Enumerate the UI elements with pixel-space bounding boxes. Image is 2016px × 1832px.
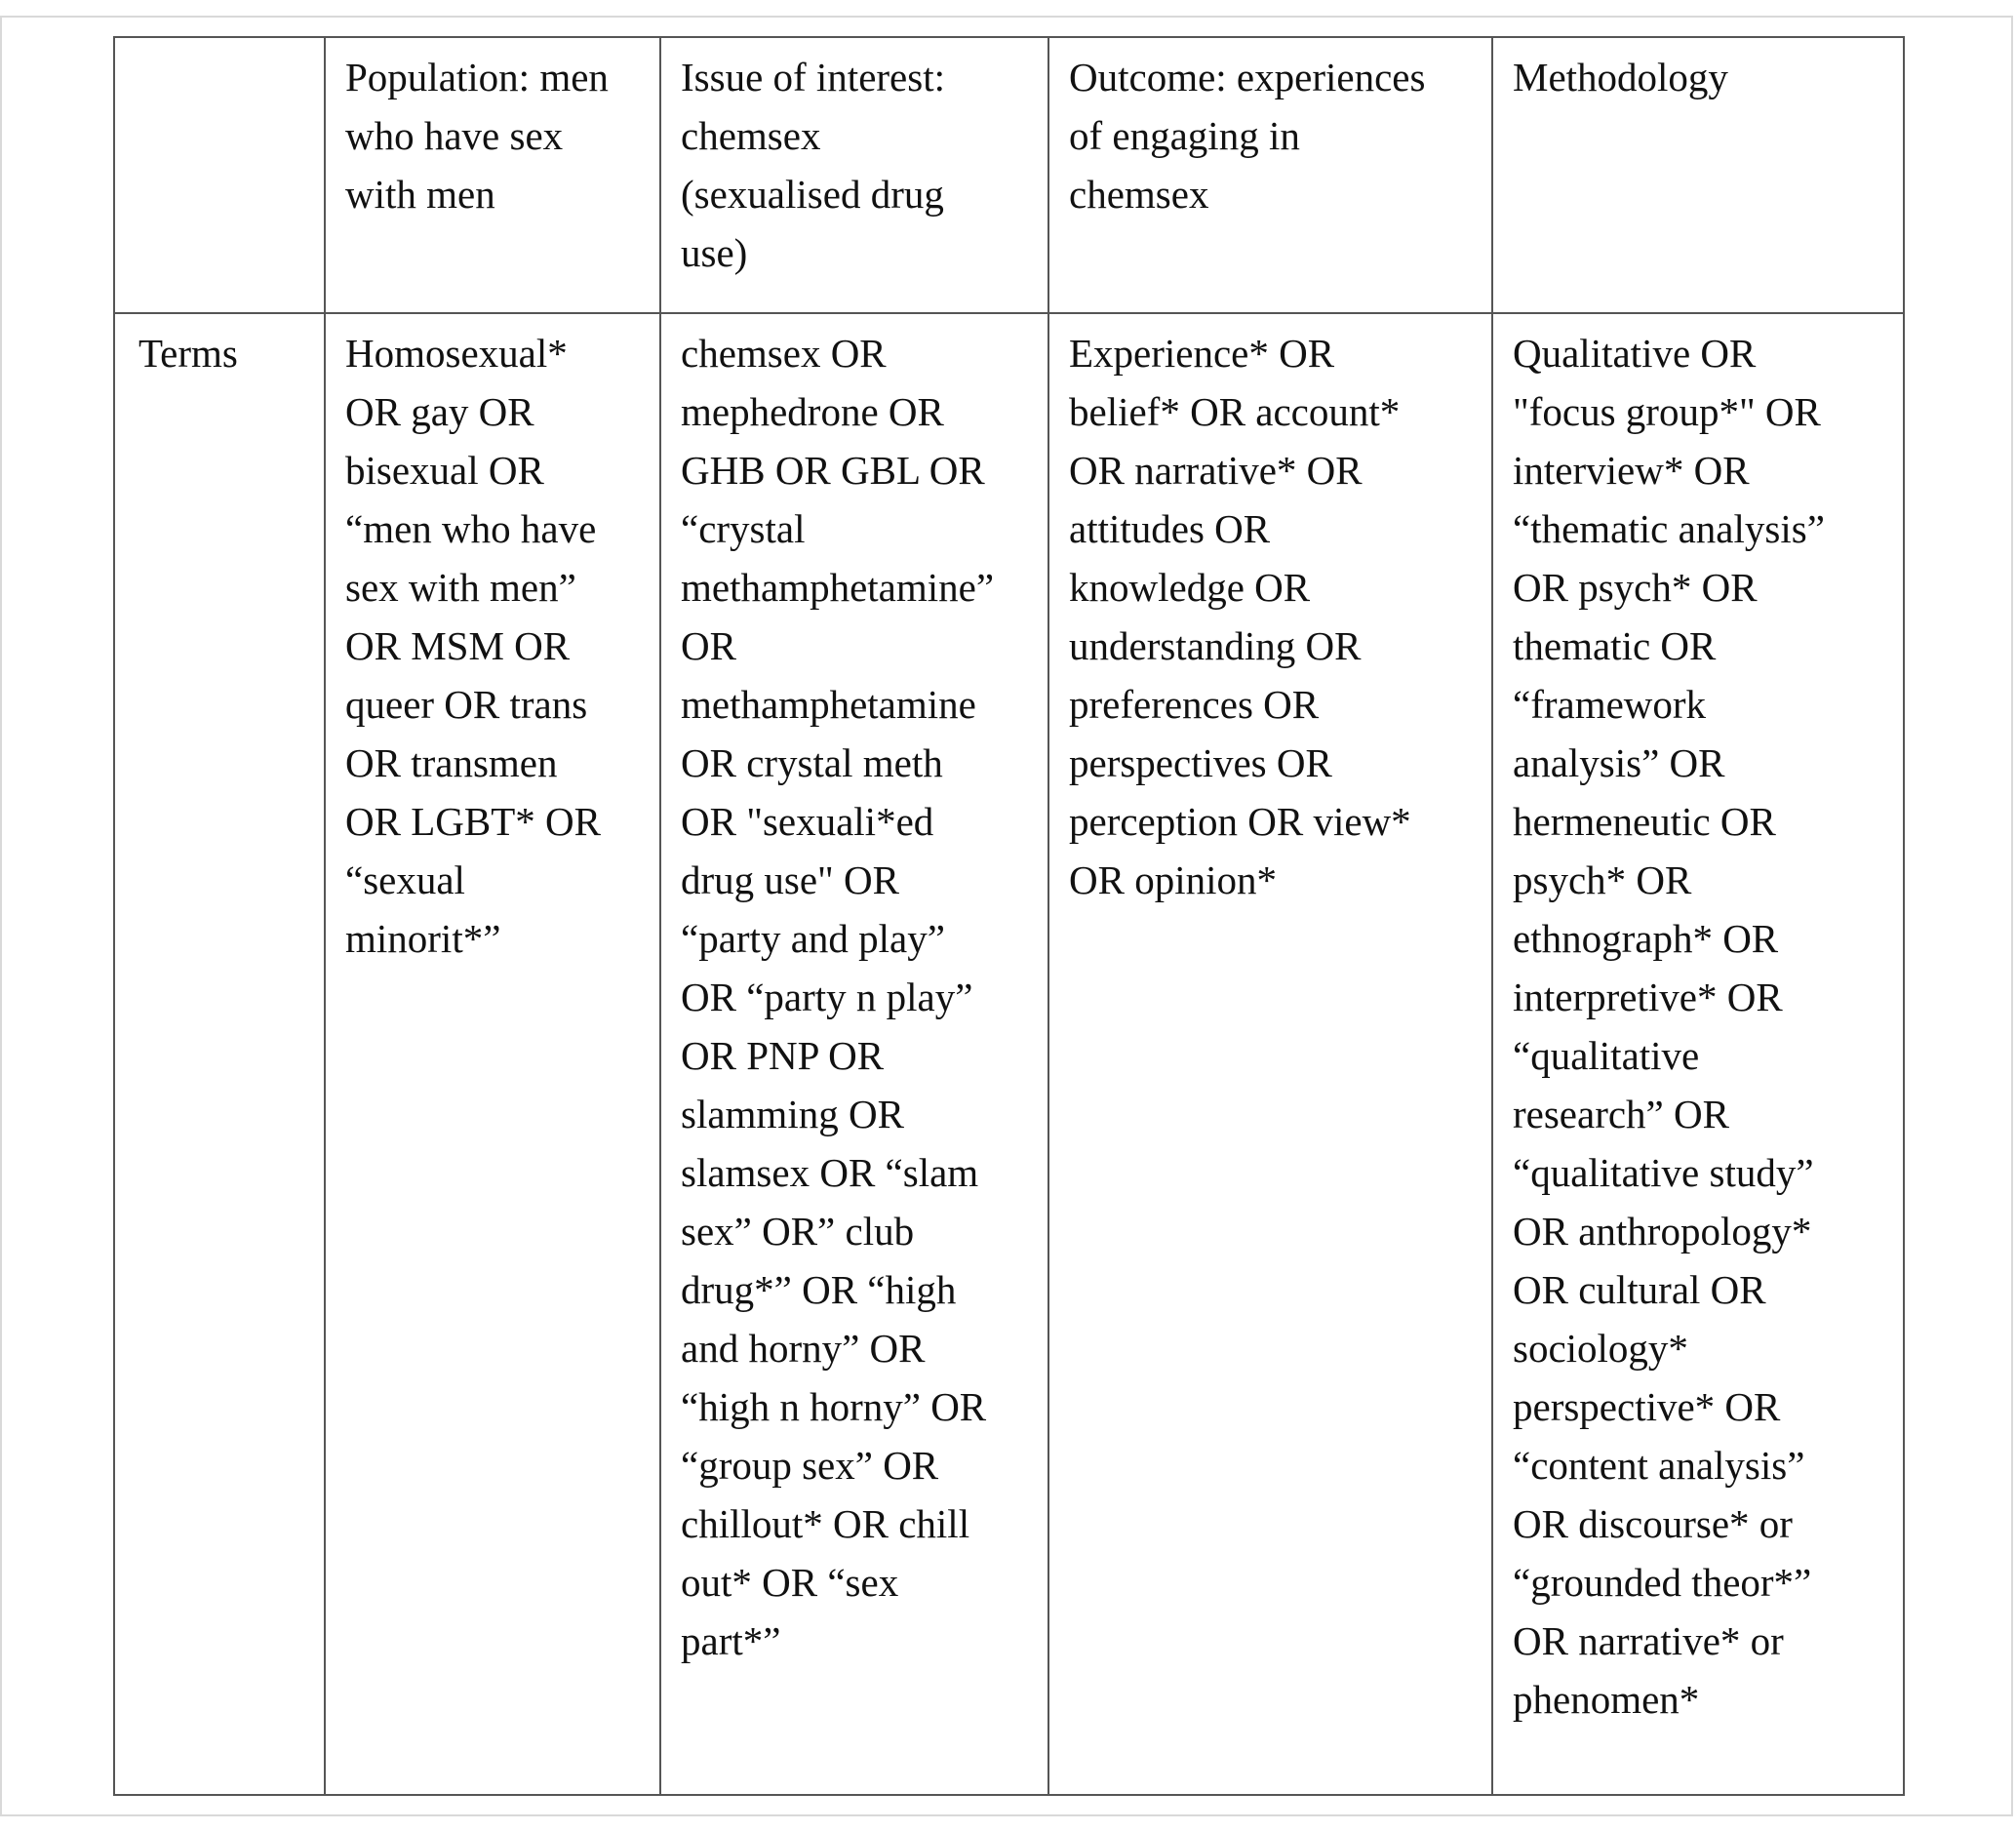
issue-terms-cell: [660, 313, 1048, 1795]
outcome-heading: Outcome: experiences of engaging in chemsex: [1069, 55, 1426, 217]
population-terms-cell: [325, 313, 660, 1795]
population-heading: Population: men who have sex with men: [345, 55, 609, 217]
table-header-row: [114, 37, 1904, 313]
header-cell-blank: [114, 37, 325, 313]
header-cell-methodology: [1492, 37, 1904, 313]
methodology-terms-cell: [1492, 313, 1904, 1795]
methodology-terms: Qualitative OR "focus group*" OR interview* OR “thematic analysis” OR psych* OR thematic OR “framework analysis” OR hermeneutic OR psych* OR ethnograph* OR interpretive* OR “qualitative research” OR “qualitative study” OR anthropology* OR cultural OR sociology* perspective* OR “content analysis” OR discourse* or “grounded theor*” OR narrative* or phenomen*: [1513, 331, 1825, 1722]
header-cell-issue: [660, 37, 1048, 313]
issue-heading: Issue of interest: chemsex (sexualised drug use): [681, 55, 945, 275]
outcome-terms-cell: [1048, 313, 1492, 1795]
header-cell-outcome: [1048, 37, 1492, 313]
methodology-heading: Methodology: [1513, 55, 1728, 100]
search-terms-table: [113, 36, 1905, 1796]
terms-label: Terms: [138, 331, 238, 376]
header-cell-population: [325, 37, 660, 313]
outcome-terms: Experience* OR belief* OR account* OR narrative* OR attitudes OR knowledge OR understanding OR preferences OR perspectives OR perception OR view* OR opinion*: [1069, 331, 1411, 902]
terms-label-cell: [114, 313, 325, 1795]
issue-terms: chemsex OR mephedrone OR GHB OR GBL OR “crystal methamphetamine” OR methamphetamine OR crystal meth OR "sexuali*ed drug use" OR “party and play” OR “party n play” OR PNP OR slamming OR slamsex OR “slam sex” OR” club drug*” OR “high and horny” OR “high n horny” OR “group sex” OR chillout* OR chill out* OR “sex part*”: [681, 331, 995, 1663]
table-row-terms: [114, 313, 1904, 1795]
population-terms: Homosexual* OR gay OR bisexual OR “men who have sex with men” OR MSM OR queer OR trans OR transmen OR LGBT* OR “sexual minorit*”: [345, 331, 601, 961]
